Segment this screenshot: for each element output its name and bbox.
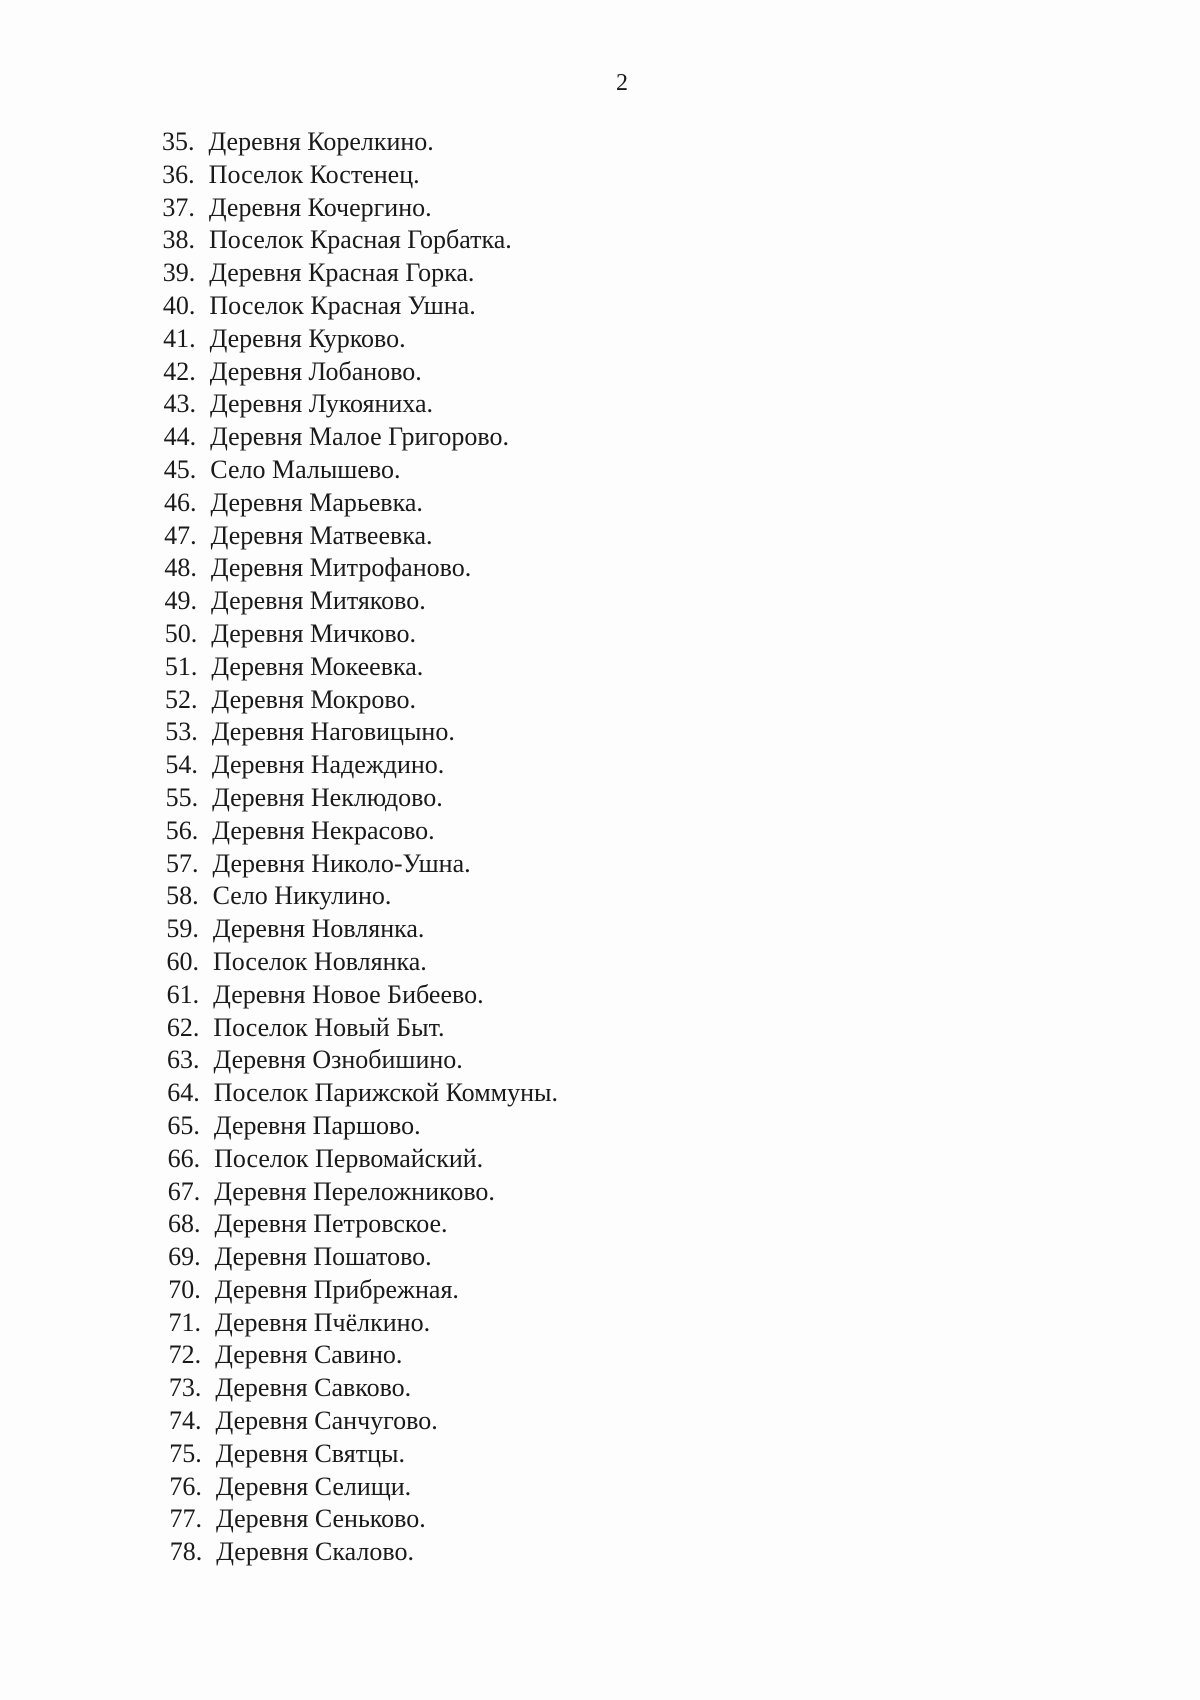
list-item [162, 716, 922, 749]
settlement-list [162, 126, 922, 1569]
list-item-number: 38. [162, 225, 196, 255]
list-item [162, 552, 922, 585]
list-item-text: Поселок Новлянка. [213, 946, 427, 976]
list-item [162, 520, 922, 553]
list-item [162, 388, 922, 421]
list-item [162, 651, 922, 684]
list-item [162, 684, 922, 717]
list-item-text: Деревня Прибрежная. [214, 1274, 459, 1304]
list-item-number: 46. [163, 487, 197, 517]
list-item-number: 35. [162, 127, 195, 156]
list-item-text: Деревня Пошатово. [214, 1242, 432, 1272]
list-item-text: Деревня Матвеевка. [210, 520, 433, 550]
list-item-number: 74. [169, 1406, 202, 1436]
list-item [162, 848, 922, 881]
list-item-number: 49. [164, 586, 198, 616]
list-item-number: 48. [164, 553, 197, 583]
list-item-text: Деревня Селищи. [215, 1471, 412, 1501]
list-item-text: Деревня Савково. [215, 1373, 412, 1403]
list-item-number: 75. [169, 1438, 202, 1468]
list-item-text: Деревня Скалово. [216, 1537, 414, 1567]
list-item-number: 64. [167, 1078, 200, 1108]
list-item-text: Поселок Красная Горбатка. [209, 225, 512, 255]
list-item [162, 421, 922, 454]
list-item-text: Деревня Курково. [209, 323, 406, 353]
list-item-text: Деревня Ознобишино. [213, 1045, 463, 1075]
list-item [162, 1438, 922, 1471]
list-item [162, 1241, 922, 1274]
list-item-text: Деревня Петровское. [214, 1209, 448, 1239]
list-item [162, 749, 922, 782]
list-item-number: 68. [167, 1209, 201, 1239]
list-item-number: 71. [168, 1307, 201, 1337]
list-item [162, 1339, 922, 1372]
list-item-number: 67. [167, 1176, 201, 1206]
list-item [162, 618, 922, 651]
list-item [162, 1471, 922, 1504]
list-item-text: Деревня Николо-Ушна. [212, 848, 471, 878]
list-item [162, 1110, 922, 1143]
list-item [162, 782, 922, 815]
list-item [162, 454, 922, 487]
list-item-text: Деревня Кочергино. [208, 192, 432, 222]
list-item-number: 45. [163, 454, 197, 484]
list-item-text: Деревня Святцы. [215, 1438, 405, 1468]
list-item-text: Деревня Новое Бибеево. [213, 979, 484, 1009]
list-item-number: 53. [165, 717, 198, 747]
list-item-number: 70. [168, 1274, 201, 1304]
list-item-text: Деревня Надеждино. [211, 750, 445, 780]
list-item-number: 36. [162, 159, 195, 189]
list-item-text: Деревня Сеньково. [216, 1504, 426, 1534]
list-item-number: 57. [165, 848, 199, 878]
list-item [162, 1536, 922, 1569]
list-item [162, 192, 922, 225]
list-item-number: 43. [163, 389, 196, 419]
list-item [162, 1503, 922, 1536]
list-item-text: Поселок Красная Ушна. [209, 290, 476, 320]
list-item-number: 69. [168, 1242, 201, 1272]
list-item [162, 1274, 922, 1307]
list-item-number: 39. [162, 258, 196, 288]
list-item [162, 159, 922, 192]
list-item [162, 913, 922, 946]
list-item-text: Деревня Мичково. [211, 618, 416, 648]
list-item-text: Поселок Костенец. [208, 159, 420, 189]
list-item [162, 946, 922, 979]
list-item-number: 61. [166, 979, 200, 1009]
list-item-text: Деревня Митрофаново. [210, 553, 472, 583]
list-item-text: Деревня Санчугово. [215, 1406, 438, 1436]
list-item-text: Деревня Митяково. [211, 586, 426, 616]
list-item-number: 63. [167, 1045, 200, 1075]
list-item-text: Деревня Корелкино. [208, 127, 434, 156]
list-item-number: 54. [165, 750, 198, 780]
list-item [162, 1044, 922, 1077]
list-item [162, 1012, 922, 1045]
list-item-number: 78. [169, 1537, 203, 1567]
list-item [162, 880, 922, 913]
list-item [162, 257, 922, 290]
list-item-number: 42. [163, 356, 196, 386]
list-item-number: 73. [168, 1373, 202, 1403]
list-item-text: Деревня Пчёлкино. [214, 1307, 431, 1337]
list-item-text: Село Никулино. [212, 881, 392, 911]
list-item-number: 52. [165, 684, 198, 714]
list-item-number: 50. [164, 618, 198, 648]
list-item-text: Деревня Некрасово. [212, 815, 435, 845]
list-item [162, 1405, 922, 1438]
list-item-text: Деревня Наговицыно. [211, 717, 455, 747]
list-item-number: 37. [162, 192, 195, 222]
list-item-number: 76. [169, 1471, 202, 1501]
page-number: 2 [616, 70, 628, 96]
list-item-number: 72. [168, 1340, 202, 1370]
list-item [162, 356, 922, 389]
list-item-text: Поселок Парижской Коммуны. [213, 1078, 558, 1108]
list-item-text: Деревня Малое Григорово. [210, 422, 510, 452]
list-item-text: Поселок Первомайский. [214, 1143, 484, 1173]
list-item [162, 1208, 922, 1241]
list-item-number: 66. [167, 1143, 201, 1173]
list-item [162, 323, 922, 356]
list-item-number: 77. [169, 1504, 203, 1534]
list-item-number: 59. [166, 914, 199, 944]
list-item-number: 62. [166, 1012, 200, 1042]
list-item-number: 55. [165, 782, 199, 812]
list-item [162, 1077, 922, 1110]
list-item-text: Деревня Неклюдово. [212, 782, 443, 812]
list-item-text: Деревня Переложниково. [214, 1176, 495, 1206]
list-item [162, 290, 922, 323]
list-item-text: Деревня Мокеевка. [211, 651, 424, 681]
list-item-number: 60. [166, 946, 199, 976]
list-item [162, 815, 922, 848]
list-item-text: Деревня Паршово. [213, 1110, 421, 1140]
list-item-text: Поселок Новый Быт. [213, 1012, 445, 1042]
list-item [162, 487, 922, 520]
list-item [162, 1307, 922, 1340]
list-item [162, 224, 922, 257]
list-item-number: 44. [163, 422, 197, 452]
list-item-number: 47. [164, 520, 197, 550]
list-item-number: 41. [163, 323, 196, 353]
list-item-text: Деревня Новлянка. [212, 914, 425, 944]
list-item-number: 51. [164, 651, 198, 681]
list-item [162, 585, 922, 618]
list-item-text: Деревня Лукояниха. [209, 389, 434, 419]
list-item [162, 126, 922, 159]
list-item-number: 40. [162, 290, 196, 320]
list-item-text: Деревня Мокрово. [211, 684, 417, 714]
list-item-text: Деревня Савино. [215, 1340, 403, 1370]
list-item-text: Деревня Марьевка. [210, 487, 423, 517]
list-item-text: Село Малышево. [210, 454, 401, 484]
list-item [162, 1143, 922, 1176]
list-item-number: 65. [167, 1110, 200, 1140]
list-item-text: Деревня Лобаново. [209, 356, 422, 386]
list-item-number: 58. [166, 881, 199, 911]
list-item [162, 1176, 922, 1209]
list-item [162, 1372, 922, 1405]
list-item [162, 979, 922, 1012]
list-item-text: Деревня Красная Горка. [209, 258, 475, 288]
list-item-number: 56. [165, 815, 199, 845]
